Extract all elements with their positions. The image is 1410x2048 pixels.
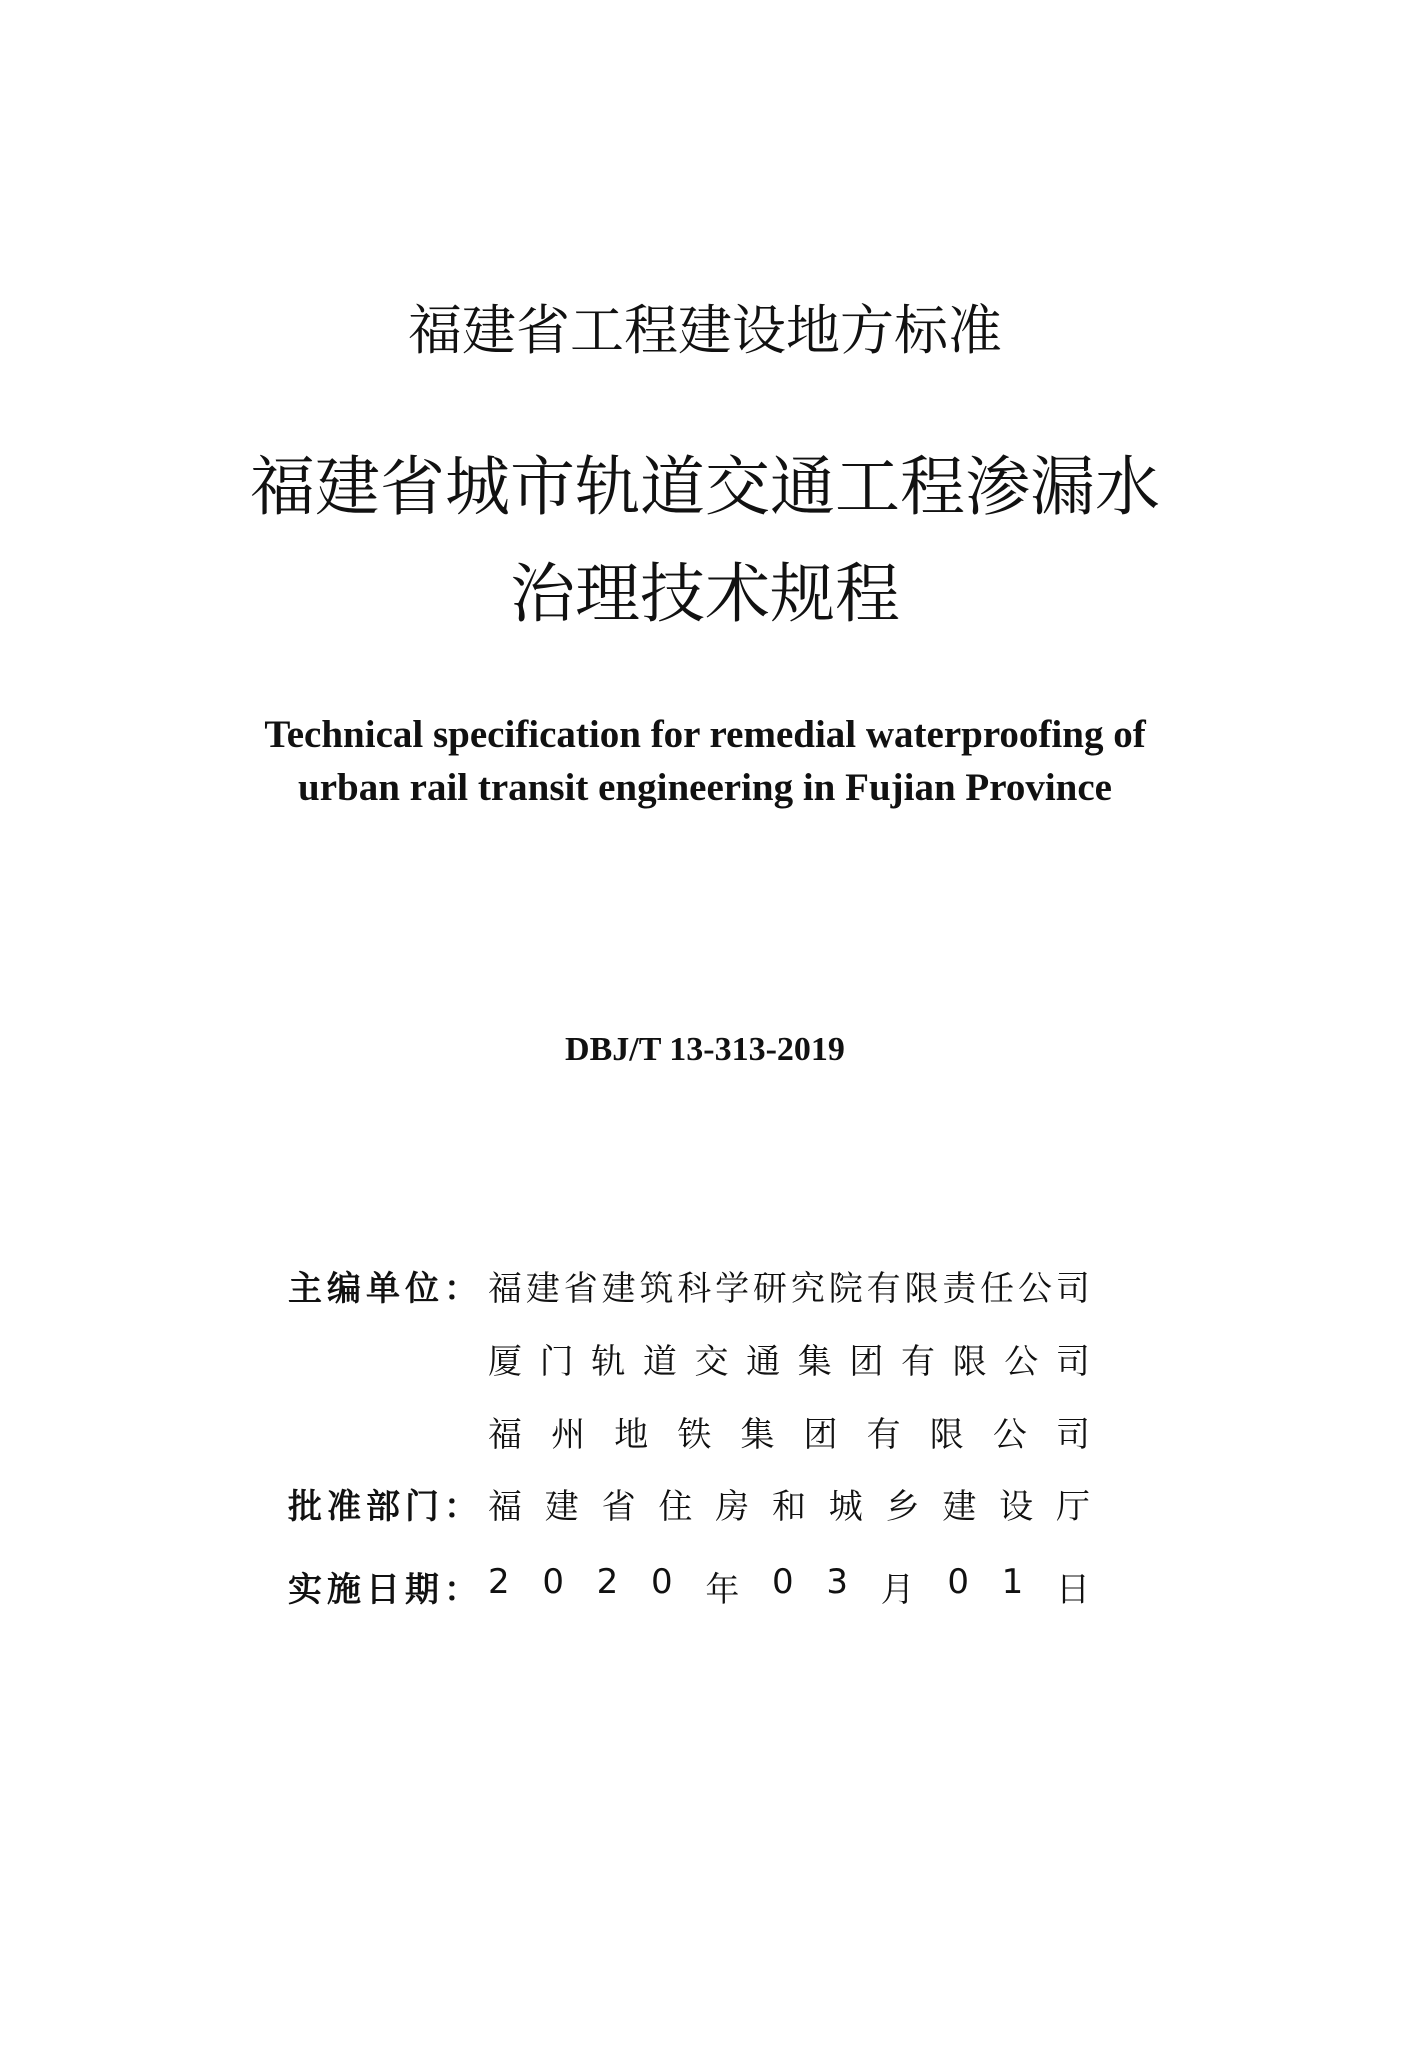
standard-code: DBJ/T 13-313-2019	[565, 1031, 845, 1068]
title-en-line1: Technical specification for remedial waterproofing of	[264, 713, 1146, 756]
date-row	[288, 1558, 1090, 1614]
chief-editor-2: 厦 门 轨 道 交 通 集 团 有 限 公 司	[488, 1341, 1090, 1382]
chief-editor-1: 福 建 省 建 筑 科 学 研 究 院 有 限 责 任 公 司	[488, 1268, 1090, 1309]
date-value: 2 0 2 0 年 0 3 月 0 1 日	[488, 1561, 1090, 1610]
title-en-line2: urban rail transit engineering in Fujian Province	[298, 766, 1112, 809]
chief-editor-label: 主编单位：	[288, 1268, 483, 1309]
standard-series: 福建省工程建设地方标准	[408, 299, 1002, 362]
title-cn-line1: 福建省城市轨道交通工程渗漏水	[249, 450, 1160, 525]
chief-editor-row-1	[288, 1257, 1090, 1313]
approval-label: 批准部门：	[288, 1486, 483, 1527]
chief-editor-3: 福 州 地 铁 集 团 有 限 公 司	[488, 1414, 1090, 1455]
date-label: 实施日期：	[288, 1569, 483, 1610]
approval-value: 福 建 省 住 房 和 城 乡 建 设 厅	[488, 1486, 1090, 1527]
chief-editor-row-2	[288, 1330, 1090, 1386]
chief-editor-row-3	[288, 1403, 1090, 1459]
title-cn-line2: 治理技术规程	[509, 557, 900, 632]
approval-row	[288, 1475, 1090, 1531]
